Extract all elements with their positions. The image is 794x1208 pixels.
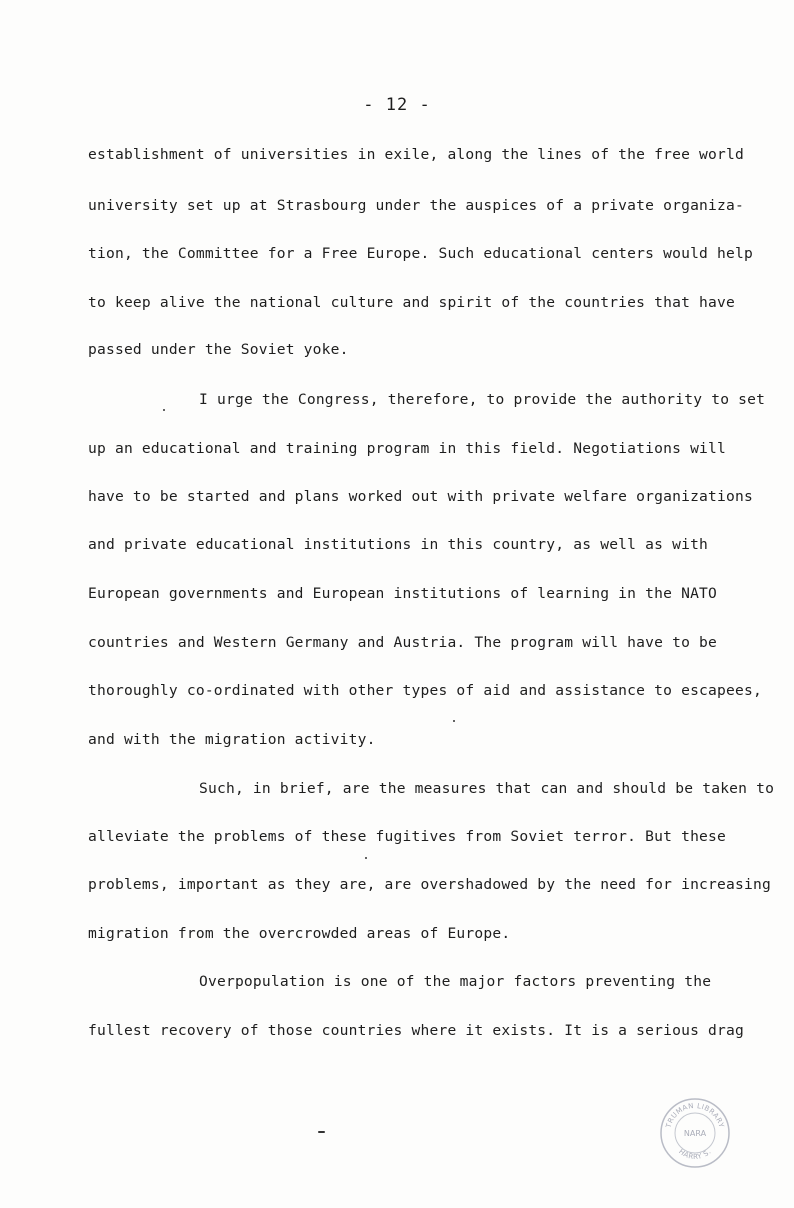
body-line-6: I urge the Congress, therefore, to provide the authority to set bbox=[199, 391, 766, 408]
body-line-7: up an educational and training program in this field. Negotiations will bbox=[88, 440, 727, 457]
svg-text:NARA: NARA bbox=[683, 1129, 707, 1138]
body-line-5: passed under the Soviet yoke. bbox=[88, 341, 349, 358]
ink-speck bbox=[453, 720, 455, 722]
body-line-4: to keep alive the national culture and spirit of the countries that have bbox=[88, 294, 736, 311]
body-line-16: problems, important as they are, are overshadowed by the need for increasing bbox=[88, 876, 771, 893]
body-line-11: countries and Western Germany and Austria. The program will have to be bbox=[88, 634, 718, 651]
ink-speck bbox=[318, 1131, 325, 1133]
body-line-19: fullest recovery of those countries where it exists. It is a serious drag bbox=[88, 1022, 744, 1039]
ink-speck bbox=[163, 409, 165, 411]
body-line-14: Such, in brief, are the measures that can and should be taken to bbox=[199, 780, 775, 797]
page-number: - 12 - bbox=[363, 95, 431, 115]
body-line-10: European governments and European institutions of learning in the NATO bbox=[88, 585, 718, 602]
svg-text:HARRY S.: HARRY S. bbox=[677, 1147, 713, 1162]
body-line-8: have to be started and plans worked out with private welfare organizations bbox=[88, 488, 753, 505]
body-line-9: and private educational institutions in this country, as well as with bbox=[88, 536, 709, 553]
body-line-1: establishment of universities in exile, along the lines of the free world bbox=[88, 146, 744, 163]
body-line-2: university set up at Strasbourg under the auspices of a private organiza- bbox=[88, 197, 744, 214]
body-line-12: thoroughly co-ordinated with other types of aid and assistance to escapees, bbox=[88, 682, 762, 699]
svg-text:TRUMAN LIBRARY: TRUMAN LIBRARY bbox=[664, 1101, 726, 1129]
library-seal-stamp bbox=[658, 1096, 732, 1170]
body-line-3: tion, the Committee for a Free Europe. Such educational centers would help bbox=[88, 245, 753, 262]
body-line-15: alleviate the problems of these fugitives from Soviet terror. But these bbox=[88, 828, 727, 845]
body-line-17: migration from the overcrowded areas of Europe. bbox=[88, 925, 511, 942]
body-line-13: and with the migration activity. bbox=[88, 731, 376, 748]
body-line-18: Overpopulation is one of the major factors preventing the bbox=[199, 973, 712, 990]
ink-speck bbox=[365, 857, 367, 859]
